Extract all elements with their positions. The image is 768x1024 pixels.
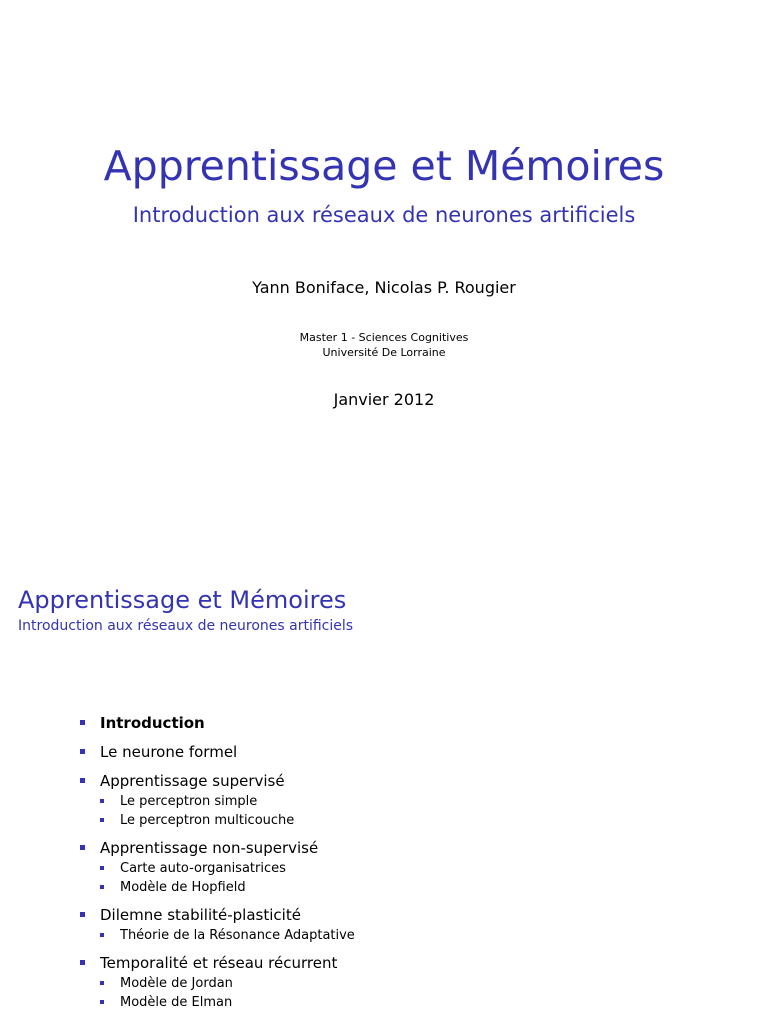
square-bullet-icon bbox=[100, 866, 104, 870]
toc-sub-item-label: Carte auto-organisatrices bbox=[120, 861, 286, 876]
frame-title: Apprentissage et Mémoires bbox=[18, 586, 347, 614]
toc-item-label: Le neurone formel bbox=[100, 743, 238, 761]
square-bullet-icon bbox=[100, 885, 104, 889]
toc-sub-item bbox=[100, 878, 355, 897]
toc-sub-list bbox=[100, 926, 355, 945]
toc-sub-list bbox=[100, 859, 355, 897]
square-bullet-icon bbox=[80, 912, 85, 917]
institute bbox=[0, 330, 768, 360]
toc-sub-item bbox=[100, 792, 355, 811]
toc-item-apprentissage-non-supervise bbox=[80, 837, 355, 897]
toc-sub-item bbox=[100, 859, 355, 878]
toc-item-label: Apprentissage non-supervisé bbox=[100, 839, 319, 857]
square-bullet-icon bbox=[100, 1000, 104, 1004]
presentation-date: Janvier 2012 bbox=[333, 390, 435, 409]
table-of-contents bbox=[80, 712, 355, 1019]
toc-sub-item-label: Le perceptron multicouche bbox=[120, 813, 295, 828]
toc-item-label: Introduction bbox=[100, 714, 205, 732]
toc-sub-item bbox=[100, 811, 355, 830]
presentation-subtitle: Introduction aux réseaux de neurones artificiels bbox=[132, 203, 636, 227]
square-bullet-icon bbox=[100, 818, 104, 822]
square-bullet-icon bbox=[80, 960, 85, 965]
toc-sub-item-label: Le perceptron simple bbox=[120, 794, 258, 809]
frame-subtitle: Introduction aux réseaux de neurones artificiels bbox=[18, 618, 354, 634]
square-bullet-icon bbox=[100, 933, 104, 937]
toc-sub-item bbox=[100, 974, 355, 993]
toc-sub-item-label: Modèle de Hopfield bbox=[120, 880, 246, 895]
toc-item-apprentissage-supervise bbox=[80, 770, 355, 830]
toc-item-label: Apprentissage supervisé bbox=[100, 772, 285, 790]
toc-item-temporalite bbox=[80, 952, 355, 1012]
square-bullet-icon bbox=[80, 749, 85, 754]
authors: Yann Boniface, Nicolas P. Rougier bbox=[252, 278, 516, 297]
square-bullet-icon bbox=[80, 845, 85, 850]
toc-sub-item-label: Théorie de la Résonance Adaptative bbox=[120, 928, 355, 943]
outline-slide bbox=[0, 512, 768, 1024]
toc-sub-item-label: Modèle de Jordan bbox=[120, 976, 233, 991]
toc-item-label: Temporalité et réseau récurrent bbox=[100, 954, 338, 972]
square-bullet-icon bbox=[100, 799, 104, 803]
toc-sub-item-label: Modèle de Elman bbox=[120, 995, 233, 1010]
toc-sub-item bbox=[100, 993, 355, 1012]
toc-item-introduction bbox=[80, 712, 355, 734]
institute-line-program: Master 1 - Sciences Cognitives bbox=[299, 331, 469, 344]
square-bullet-icon bbox=[100, 981, 104, 985]
toc-item-stabilite-plasticite bbox=[80, 904, 355, 945]
square-bullet-icon bbox=[80, 778, 85, 783]
toc-item-neurone-formel bbox=[80, 741, 355, 763]
square-bullet-icon bbox=[80, 720, 85, 725]
toc-sub-list bbox=[100, 792, 355, 830]
toc-sub-item bbox=[100, 926, 355, 945]
toc-sub-list bbox=[100, 974, 355, 1012]
presentation-title: Apprentissage et Mémoires bbox=[103, 142, 665, 190]
institute-line-university: Université De Lorraine bbox=[322, 346, 446, 359]
toc-item-label: Dilemne stabilité-plasticité bbox=[100, 906, 301, 924]
